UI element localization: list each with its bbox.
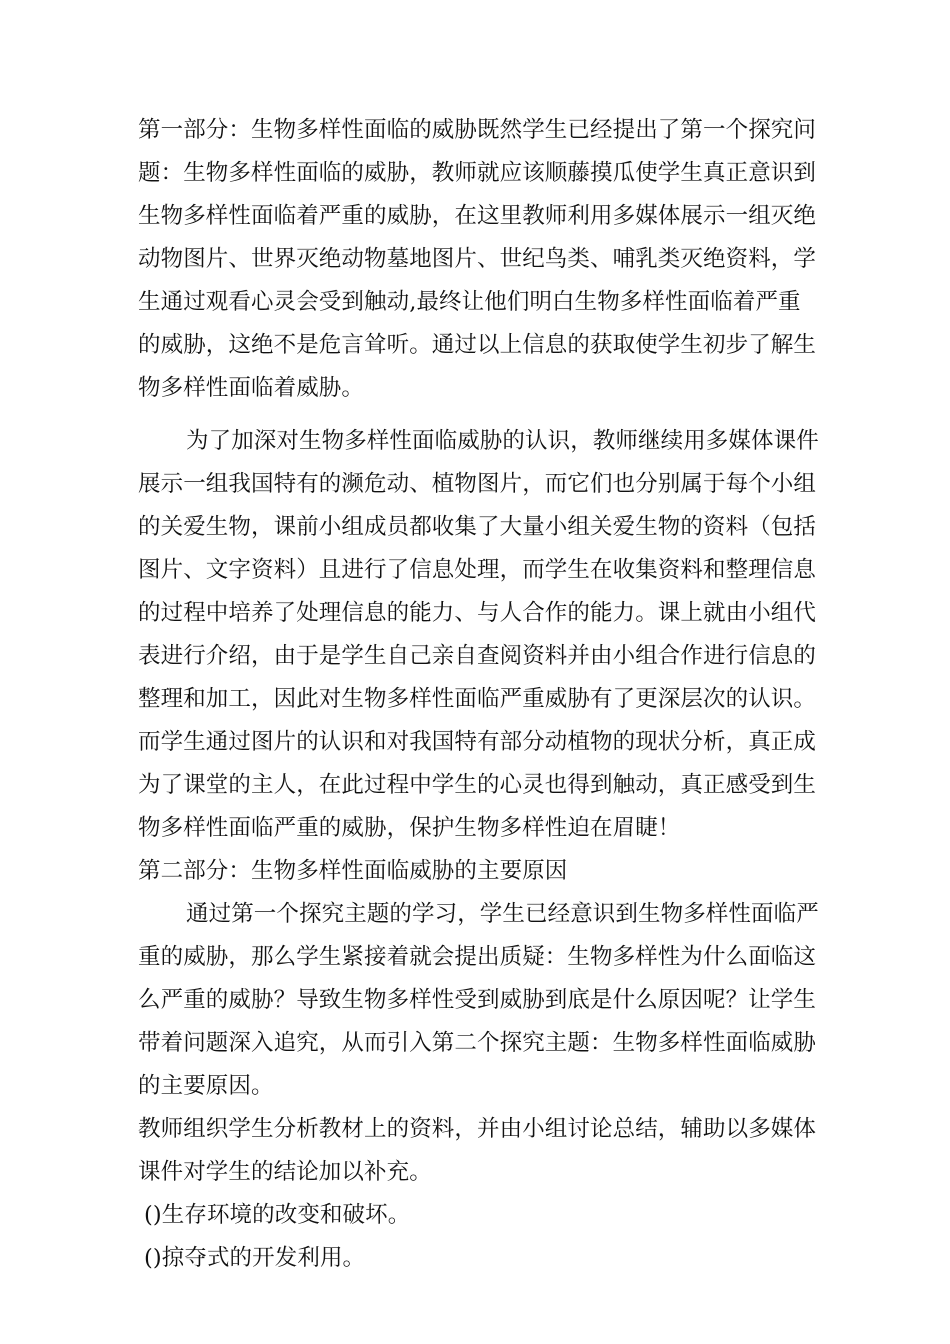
text-line: 重的威胁，那么学生紧接着就会提出质疑：生物多样性为什么面临这 (138, 944, 817, 970)
text-line: 图片、文字资料）且进行了信息处理，而学生在收集资料和整理信息 (138, 557, 817, 583)
text-line: 教师组织学生分析教材上的资料，并由小组讨论总结，辅助以多媒体 (138, 1116, 817, 1142)
text-line: 表进行介绍，由于是学生自己亲自查阅资料并由小组合作进行信息的 (138, 643, 817, 669)
text-line: 的过程中培养了处理信息的能力、与人合作的能力。课上就由小组代 (138, 600, 817, 626)
text-line: 带着问题深入追究，从而引入第二个探究主题：生物多样性面临威胁 (138, 1030, 817, 1056)
list-item: ()掠夺式的开发利用。 (144, 1245, 366, 1271)
text-line: 的关爱生物，课前小组成员都收集了大量小组关爱生物的资料（包括 (138, 514, 817, 540)
text-line: 的威胁，这绝不是危言耸听。通过以上信息的获取使学生初步了解生 (138, 332, 817, 358)
text-line: 生通过观看心灵会受到触动,最终让他们明白生物多样性面临着严重 (138, 289, 801, 315)
section-heading: 第二部分：生物多样性面临威胁的主要原因 (138, 858, 568, 884)
text-line: 展示一组我国特有的濒危动、植物图片，而它们也分别属于每个小组 (138, 471, 817, 497)
text-line: 第一部分：生物多样性面临的威胁既然学生已经提出了第一个探究问 (138, 117, 817, 143)
text-line: 么严重的威胁？导致生物多样性受到威胁到底是什么原因呢？让学生 (138, 987, 817, 1013)
text-line: 物多样性面临着威胁。 (138, 375, 365, 401)
text-line: 为了课堂的主人，在此过程中学生的心灵也得到触动，真正感受到生 (138, 772, 817, 798)
text-line: 通过第一个探究主题的学习，学生已经意识到生物多样性面临严 (186, 901, 819, 927)
text-line: 而学生通过图片的认识和对我国特有部分动植物的现状分析，真正成 (138, 729, 817, 755)
text-line: 生物多样性面临着严重的威胁，在这里教师利用多媒体展示一组灭绝 (138, 203, 817, 229)
text-line: 题：生物多样性面临的威胁，教师就应该顺藤摸瓜使学生真正意识到 (138, 160, 817, 186)
text-line: 整理和加工，因此对生物多样性面临严重威胁有了更深层次的认识。 (138, 686, 817, 712)
text-line: 为了加深对生物多样性面临威胁的认识，教师继续用多媒体课件 (186, 428, 819, 454)
text-line: 物多样性面临严重的威胁，保护生物多样性迫在眉睫！ (138, 815, 681, 841)
list-item: ()生存环境的改变和破坏。 (144, 1202, 411, 1228)
text-line: 动物图片、世界灭绝动物墓地图片、世纪鸟类、哺乳类灭绝资料，学 (138, 246, 817, 272)
text-line: 的主要原因。 (138, 1073, 274, 1099)
text-line: 课件对学生的结论加以补充。 (138, 1159, 432, 1185)
